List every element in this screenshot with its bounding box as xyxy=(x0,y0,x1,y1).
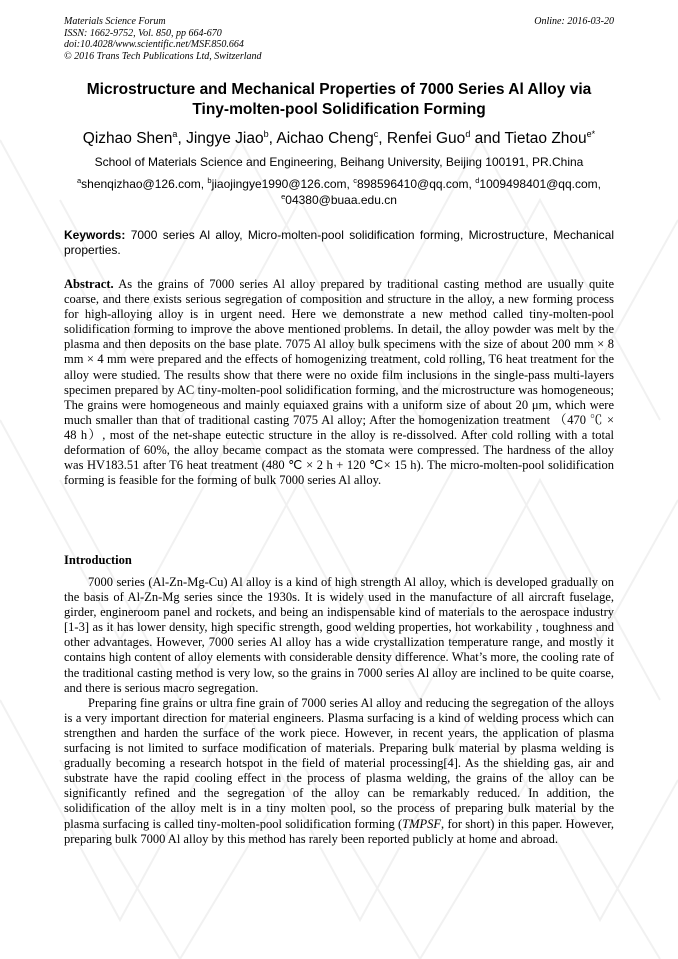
email-line-1 xyxy=(64,177,614,193)
abstract xyxy=(64,277,614,488)
email-address[interactable]: shenqizhao@126.com, xyxy=(81,177,208,191)
email-address[interactable]: jiaojingye1990@126.com, xyxy=(211,177,354,191)
author-affiliation-mark: c xyxy=(373,129,379,139)
abstract-text: As the grains of 7000 series Al alloy prepared by traditional casting method are usually quite coarse, and there exists serious segregation of composition and structure in the alloy, a new forming process for high-alloying alloy is in urgent need. Here we demonstrate a new method called tiny-molten-pool solidification forming to improve the above mentioned problems. In detail, the alloy powder was melt by the plasma and then deposits on the base plate. 7075 Al alloy bulk specimens with the size of about 200 mm × 8 mm × 4 mm were prepared and the effects of homogenizing treatment, cold rolling, T6 heat treatment for the alloy were studied. The results show that there were no oxide film inclusions in the single-pass multi-layers specimen prepared by AC tiny-molten-pool solidification forming, and the microstructure was homogeneous; The grains were homogeneous and mainly equiaxed grains with a uniform size of about 20 μm, which were much smaller than that of traditional casting 7075 Al alloy; After the homogenization treatment （470 ℃ × 48 h）, most of the net-shape eutectic structure in the alloy is re-dissolved. After cold rolling with a total deformation of 60%, the alloy became compact as the stomata were compressed. The hardness of the alloy was HV183.51 after T6 heat treatment (480 ℃ × 2 h + 120 ℃× 15 h). The micro-molten-pool solidification forming is feasible for the forming of bulk 7000 series Al alloy. xyxy=(64,277,614,488)
author-affiliation-mark: b xyxy=(263,129,269,139)
author-name: Renfei Guo xyxy=(386,130,466,147)
abbreviation: TMPSF xyxy=(402,816,442,831)
email-mark: a xyxy=(76,176,82,185)
email-line-2 xyxy=(64,193,614,209)
author-separator: , xyxy=(268,130,277,147)
author-name: Qizhao Shen xyxy=(82,130,173,147)
email-mark: b xyxy=(207,176,212,185)
paper-title xyxy=(64,80,614,119)
journal-issn: ISSN: 1662-9752, Vol. 850, pp 664-670 xyxy=(64,27,222,39)
keywords-label: Keywords: xyxy=(64,228,126,242)
email-mark: c xyxy=(353,176,357,185)
author-name: Jingye Jiao xyxy=(186,130,264,147)
author-name: Tietao Zhou xyxy=(504,130,587,147)
keywords-text: 7000 series Al alloy, Micro-molten-pool solidification forming, Microstructure, Mechanical properties. xyxy=(64,228,614,257)
introduction-paragraph-1: 7000 series (Al-Zn-Mg-Cu) Al alloy is a kind of high strength Al alloy, which is developed gradually on the basis of Al-Zn-Mg series since the 1930s. It is widely used in the manufacture of all aircraft fuselage, girder, engineroom panel and rockets, and being an indispensable kind of materials to the aerospace industry [1-3] as it has lower density, high specific strength, good welding properties, hot workability , toughness and other advantages. However, 7000 series Al alloy has a wide crystallization temperature range, and mostly it contains high content of alloy elements with considerable density difference. What’s more, the cooling rate of the traditional casting method is very low, so the grains in 7000 series Al alloy are inclined to be quite coarse, and there is serious macro segregation. xyxy=(64,575,614,695)
journal-name: Materials Science Forum xyxy=(64,16,166,27)
author-separator: , xyxy=(378,130,387,147)
introduction-paragraph-2 xyxy=(64,696,614,847)
introduction-heading: Introduction xyxy=(64,553,132,567)
author-affiliation-mark: d xyxy=(465,129,471,139)
paragraph-text: Preparing fine grains or ultra fine grain of 7000 series Al alloy and reducing the segregation of the alloys is a very important direction for material engineers. Plasma surfacing is a kind of welding process which can strengthen and harden the surface of the work piece. However, in recent years, the application of plasma surfacing is not limited to surface modification of materials. Preparing bulk material by plasma welding is gradually becoming a research hotspot in the field of material processing[4]. As the shielding gas, air and substrate have the rapid cooling effect in the process of plasma welding, the grains of the alloy can be significantly refined and the segregation of the alloy can be remarkably reduced. In addition, the solidification of the alloy melt is in a tiny molten pool, so the process of preparing bulk material by the plasma surfacing is called tiny-molten-pool solidification forming ( xyxy=(64,695,614,831)
email-address[interactable]: 04380@buaa.edu.cn xyxy=(285,192,397,207)
paper-title-line-2: Tiny-molten-pool Solidification Forming xyxy=(192,100,486,118)
abstract-label: Abstract. xyxy=(64,277,114,291)
email-mark: d xyxy=(475,176,480,185)
email-address[interactable]: 898596410@qq.com, xyxy=(356,177,476,191)
email-address[interactable]: 1009498401@qq.com, xyxy=(479,177,601,191)
author-name: Aichao Cheng xyxy=(276,130,374,147)
keywords xyxy=(64,228,614,257)
journal-header xyxy=(64,16,464,62)
online-date: Online: 2016-03-20 xyxy=(534,16,614,27)
author-separator: and xyxy=(470,130,505,147)
email-mark: e xyxy=(281,191,286,201)
author-affiliation-mark: a xyxy=(172,129,178,139)
introduction-body xyxy=(64,575,614,847)
journal-doi: doi:10.4028/www.scientific.net/MSF.850.664 xyxy=(64,39,244,50)
email-list xyxy=(64,177,614,208)
paragraph-text: , for short) in this paper. However, preparing bulk 7000 Al alloy by this method has rarely been reported publicly at home and abroad. xyxy=(64,816,614,846)
journal-copyright: © 2016 Trans Tech Publications Ltd, Switzerland xyxy=(64,50,262,62)
author-separator: , xyxy=(177,130,187,147)
paper-title-line-1: Microstructure and Mechanical Properties of 7000 Series Al Alloy via xyxy=(86,81,592,98)
affiliation: School of Materials Science and Engineering, Beihang University, Beijing 100191, PR.China xyxy=(94,155,584,169)
author-list xyxy=(64,129,614,148)
author-affiliation-mark: e* xyxy=(586,129,596,139)
